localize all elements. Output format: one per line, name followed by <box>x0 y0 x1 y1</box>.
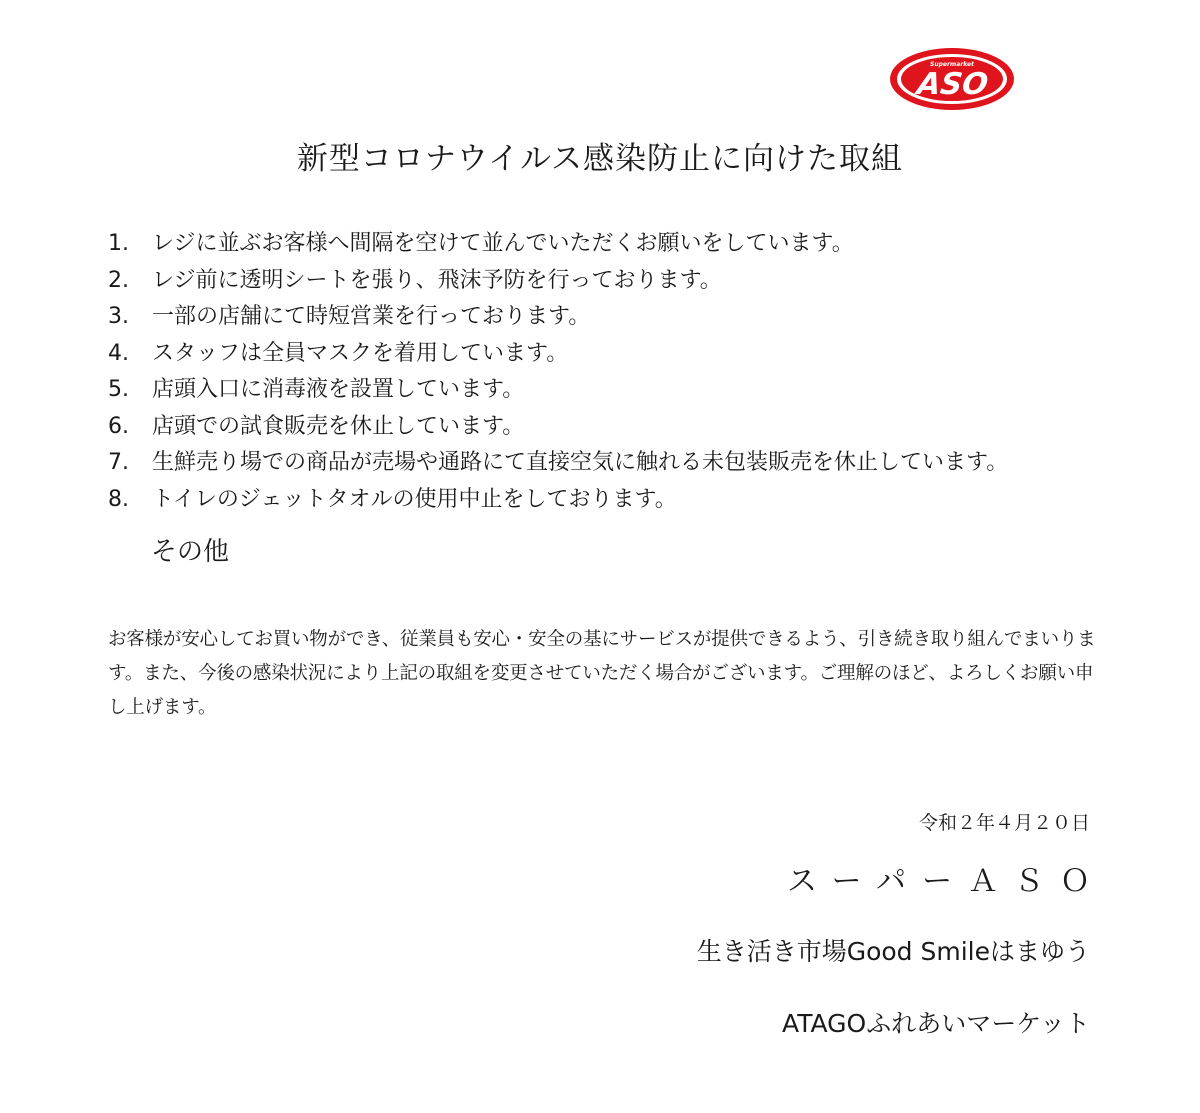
issue-date: 令和２年４月２０日 <box>918 812 1090 834</box>
list-item: 1. レジに並ぶお客様へ間隔を空けて並んでいただくお願いをしています。 <box>108 231 854 256</box>
svg-text:ASO: ASO <box>914 67 991 102</box>
other-heading: その他 <box>151 537 230 567</box>
list-item: 2. レジ前に透明シートを張り、飛沫予防を行っております。 <box>108 267 722 293</box>
list-item: 4. スタッフは全員マスクを着用しています。 <box>108 340 569 366</box>
list-item: 5. 店頭入口に消毒液を設置しています。 <box>108 377 525 402</box>
store-name-hamayu: 生き活き市場Good Smileはまゆう <box>696 937 1090 966</box>
list-item: 3. 一部の店舗にて時短営業を行っております。 <box>108 304 591 329</box>
measures-list <box>108 226 1008 518</box>
list-item: 7. 生鮮売り場での商品が売場や通路にて直接空気に触れる未包装販売を休止しています。 <box>108 450 1009 475</box>
svg-text:Supermarket: Supermarket <box>930 61 974 68</box>
list-item: 8. トイレのジェットタオルの使用中止をしております。 <box>108 486 677 512</box>
list-item: 6. 店頭での試食販売を休止しています。 <box>108 413 525 439</box>
page-title: 新型コロナウイルス感染防止に向けた取組 <box>296 141 904 177</box>
store-name-atago: ATAGOふれあいマーケット <box>782 1009 1090 1038</box>
closing-paragraph: お客様が安心してお買い物ができ、従業員も安心・安全の基にサービスが提供できるよう、引き続き取り組んでまいります。また、今後の感染状況により上記の取組を変更させていただく場合がございます。ご理解のほど、よろしくお願い申し上げます。 <box>108 629 1096 718</box>
company-name: スーパーＡＳＯ <box>787 864 1106 899</box>
aso-logo <box>888 46 1016 112</box>
